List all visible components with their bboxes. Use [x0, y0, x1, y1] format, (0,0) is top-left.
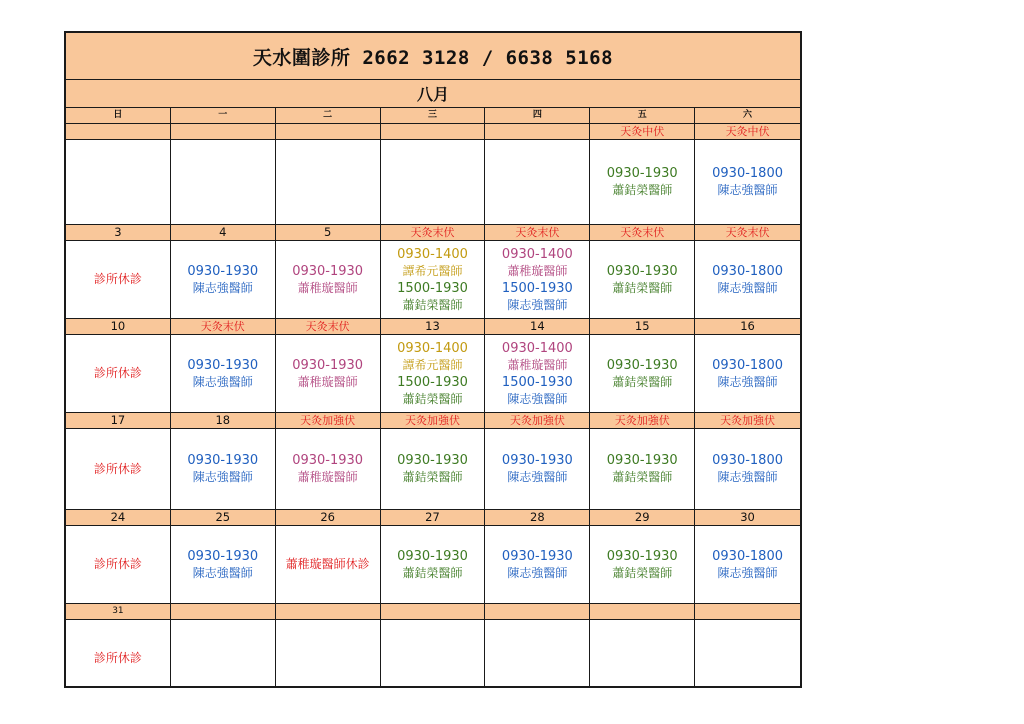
clinic-hours: 0930-1400 — [501, 246, 573, 262]
doctor-name: 陳志強醫師 — [717, 565, 778, 580]
clinic-hours: 0930-1930 — [292, 263, 364, 279]
date-number: 24 — [66, 510, 171, 525]
day-cell — [695, 620, 800, 688]
clinic-hours: 0930-1800 — [712, 548, 783, 564]
moxibustion-tag: 天灸加強伏 — [381, 413, 486, 428]
weekday-label: 日 — [66, 108, 171, 123]
doctor-name: 蕭銡榮醫師 — [612, 565, 673, 580]
doctor-name: 蕭銡榮醫師 — [402, 565, 463, 580]
clinic-hours: 0930-1930 — [187, 357, 259, 373]
day-cell — [485, 620, 590, 688]
date-row — [66, 319, 800, 335]
day-cell — [695, 140, 800, 224]
moxibustion-tag: 天灸中伏 — [590, 124, 695, 139]
doctor-name: 蕭稚璇醫師 — [507, 263, 568, 278]
day-cell — [276, 335, 381, 412]
day-cell — [381, 620, 486, 688]
doctor-name: 譚希元醫師 — [402, 263, 463, 278]
day-cell — [171, 140, 276, 224]
day-cell — [590, 140, 695, 224]
day-cell — [66, 241, 171, 318]
clinic-schedule-calendar — [64, 31, 802, 688]
clinic-hours: 0930-1930 — [187, 263, 259, 279]
day-cell — [381, 241, 486, 318]
date-number: 13 — [381, 319, 486, 334]
moxibustion-tag: 天灸末伏 — [276, 319, 381, 334]
day-cell — [695, 335, 800, 412]
moxibustion-tag: 天灸末伏 — [590, 225, 695, 240]
doctor-name: 蕭稚璇醫師 — [297, 280, 358, 295]
doctor-name: 陳志強醫師 — [717, 374, 778, 389]
date-number: 5 — [276, 225, 381, 240]
day-cell — [381, 140, 486, 224]
day-cell — [485, 429, 590, 509]
date-number: 27 — [381, 510, 486, 525]
closed-notice: 蕭稚璇醫師休診 — [285, 557, 370, 571]
date-row — [66, 225, 800, 241]
clinic-hours: 1500-1930 — [501, 280, 573, 296]
doctor-name: 蕭稚璇醫師 — [507, 357, 568, 372]
date-number — [276, 124, 381, 139]
clinic-hours: 0930-1930 — [606, 263, 678, 279]
doctor-name: 陳志強醫師 — [717, 470, 778, 484]
schedule-row — [66, 335, 800, 413]
day-cell — [485, 241, 590, 318]
day-cell — [276, 140, 381, 224]
doctor-name: 蕭銡榮醫師 — [402, 470, 463, 484]
schedule-row — [66, 429, 800, 510]
date-number — [171, 124, 276, 139]
day-cell — [590, 620, 695, 688]
moxibustion-tag: 天灸末伏 — [381, 225, 486, 240]
clinic-hours: 0930-1800 — [712, 357, 783, 373]
date-number: 15 — [590, 319, 695, 334]
day-cell — [485, 140, 590, 224]
date-row — [66, 604, 800, 620]
clinic-hours: 0930-1800 — [712, 166, 783, 181]
weekday-label: 四 — [485, 108, 590, 123]
doctor-name: 蕭銡榮醫師 — [612, 280, 673, 295]
clinic-hours: 0930-1800 — [712, 453, 783, 468]
month-label: 八月 — [66, 80, 800, 108]
moxibustion-tag: 天灸加強伏 — [485, 413, 590, 428]
day-cell — [276, 620, 381, 688]
moxibustion-tag: 天灸末伏 — [485, 225, 590, 240]
day-cell — [171, 620, 276, 688]
day-cell — [66, 140, 171, 224]
day-cell — [171, 526, 276, 603]
date-number — [485, 124, 590, 139]
date-number: 14 — [485, 319, 590, 334]
date-number: 30 — [740, 510, 755, 524]
closed-notice: 診所休診 — [93, 557, 142, 571]
date-number — [485, 604, 590, 619]
clinic-hours: 0930-1930 — [292, 357, 364, 373]
date-number: 29 — [590, 510, 695, 525]
clinic-hours: 0930-1930 — [397, 548, 468, 564]
clinic-hours: 0930-1400 — [397, 246, 468, 262]
doctor-name: 蕭銡榮醫師 — [612, 183, 673, 197]
date-number: 31 — [66, 604, 171, 619]
schedule-row — [66, 526, 800, 604]
clinic-hours: 0930-1930 — [606, 166, 678, 181]
clinic-hours: 0930-1930 — [187, 453, 259, 468]
doctor-name: 陳志強醫師 — [507, 391, 568, 406]
date-number — [381, 124, 486, 139]
day-cell — [695, 241, 800, 318]
day-cell — [695, 429, 800, 509]
weekday-label: 二 — [276, 108, 381, 123]
day-cell — [590, 526, 695, 603]
date-number — [66, 124, 171, 139]
doctor-name: 蕭銡榮醫師 — [612, 470, 673, 484]
schedule-row — [66, 241, 800, 319]
clinic-title: 天水圍診所 2662 3128 / 6638 5168 — [66, 33, 800, 80]
date-number — [590, 604, 695, 619]
weekday-label: 五 — [590, 108, 695, 123]
date-number — [695, 604, 800, 619]
closed-notice: 診所休診 — [93, 461, 142, 476]
day-cell — [381, 429, 486, 509]
weekday-label: 三 — [381, 108, 486, 123]
doctor-name: 陳志強醫師 — [717, 183, 778, 197]
clinic-hours: 1500-1930 — [397, 280, 468, 296]
clinic-hours: 0930-1930 — [501, 453, 573, 468]
doctor-name: 蕭銡榮醫師 — [402, 391, 463, 406]
doctor-name: 蕭稚璇醫師 — [297, 374, 358, 389]
doctor-name: 蕭稚璇醫師 — [297, 470, 358, 484]
day-cell — [171, 241, 276, 318]
date-number: 16 — [740, 319, 755, 333]
date-number: 18 — [171, 413, 276, 428]
moxibustion-tag: 天灸加強伏 — [590, 413, 695, 428]
day-cell — [485, 526, 590, 603]
doctor-name: 蕭銡榮醫師 — [402, 297, 463, 312]
doctor-name: 陳志強醫師 — [192, 565, 253, 580]
clinic-hours: 0930-1930 — [606, 453, 678, 468]
doctor-name: 陳志強醫師 — [192, 280, 253, 295]
doctor-name: 陳志強醫師 — [717, 280, 778, 295]
clinic-hours: 1500-1930 — [397, 374, 468, 390]
day-cell — [381, 526, 486, 603]
closed-notice: 診所休診 — [93, 650, 142, 665]
day-cell — [66, 620, 171, 688]
doctor-name: 陳志強醫師 — [192, 374, 253, 389]
day-cell — [485, 335, 590, 412]
date-row — [66, 124, 800, 140]
clinic-hours: 0930-1930 — [397, 453, 468, 468]
clinic-hours: 0930-1800 — [712, 263, 783, 279]
calendar-weeks — [66, 124, 800, 688]
date-row — [66, 510, 800, 526]
day-cell — [590, 335, 695, 412]
doctor-name: 陳志強醫師 — [192, 470, 253, 484]
day-cell — [276, 241, 381, 318]
date-number: 4 — [171, 225, 276, 240]
closed-notice: 診所休診 — [93, 272, 142, 286]
moxibustion-tag: 天灸中伏 — [725, 125, 770, 138]
date-number: 10 — [66, 319, 171, 334]
moxibustion-tag: 天灸加強伏 — [276, 413, 381, 428]
doctor-name: 蕭銡榮醫師 — [612, 374, 673, 389]
day-cell — [381, 335, 486, 412]
weekday-label: 六 — [743, 110, 753, 120]
clinic-hours: 0930-1930 — [501, 548, 573, 564]
day-cell — [276, 429, 381, 509]
date-number: 3 — [66, 225, 171, 240]
day-cell — [171, 429, 276, 509]
clinic-hours: 0930-1930 — [292, 453, 364, 468]
closed-notice: 診所休診 — [93, 366, 142, 380]
date-number — [171, 604, 276, 619]
weekday-label: 一 — [171, 108, 276, 123]
day-cell — [590, 241, 695, 318]
weekday-header-row — [66, 108, 800, 124]
moxibustion-tag: 天灸加強伏 — [720, 414, 776, 427]
clinic-hours: 0930-1400 — [501, 340, 573, 356]
schedule-row — [66, 620, 800, 688]
clinic-hours: 1500-1930 — [501, 374, 573, 390]
doctor-name: 譚希元醫師 — [402, 357, 463, 372]
date-number — [276, 604, 381, 619]
doctor-name: 陳志強醫師 — [507, 297, 568, 312]
date-number: 26 — [276, 510, 381, 525]
day-cell — [276, 526, 381, 603]
day-cell — [171, 335, 276, 412]
day-cell — [590, 429, 695, 509]
schedule-row — [66, 140, 800, 225]
moxibustion-tag: 天灸末伏 — [725, 226, 770, 239]
doctor-name: 陳志強醫師 — [507, 565, 568, 580]
clinic-hours: 0930-1930 — [606, 548, 678, 564]
day-cell — [66, 526, 171, 603]
clinic-hours: 0930-1400 — [397, 340, 468, 356]
date-number — [381, 604, 486, 619]
doctor-name: 陳志強醫師 — [507, 470, 568, 484]
moxibustion-tag: 天灸末伏 — [171, 319, 276, 334]
date-number: 25 — [171, 510, 276, 525]
day-cell — [66, 429, 171, 509]
date-number: 17 — [66, 413, 171, 428]
clinic-hours: 0930-1930 — [606, 357, 678, 373]
day-cell — [66, 335, 171, 412]
date-number: 28 — [485, 510, 590, 525]
date-row — [66, 413, 800, 429]
clinic-hours: 0930-1930 — [187, 548, 259, 564]
day-cell — [695, 526, 800, 603]
